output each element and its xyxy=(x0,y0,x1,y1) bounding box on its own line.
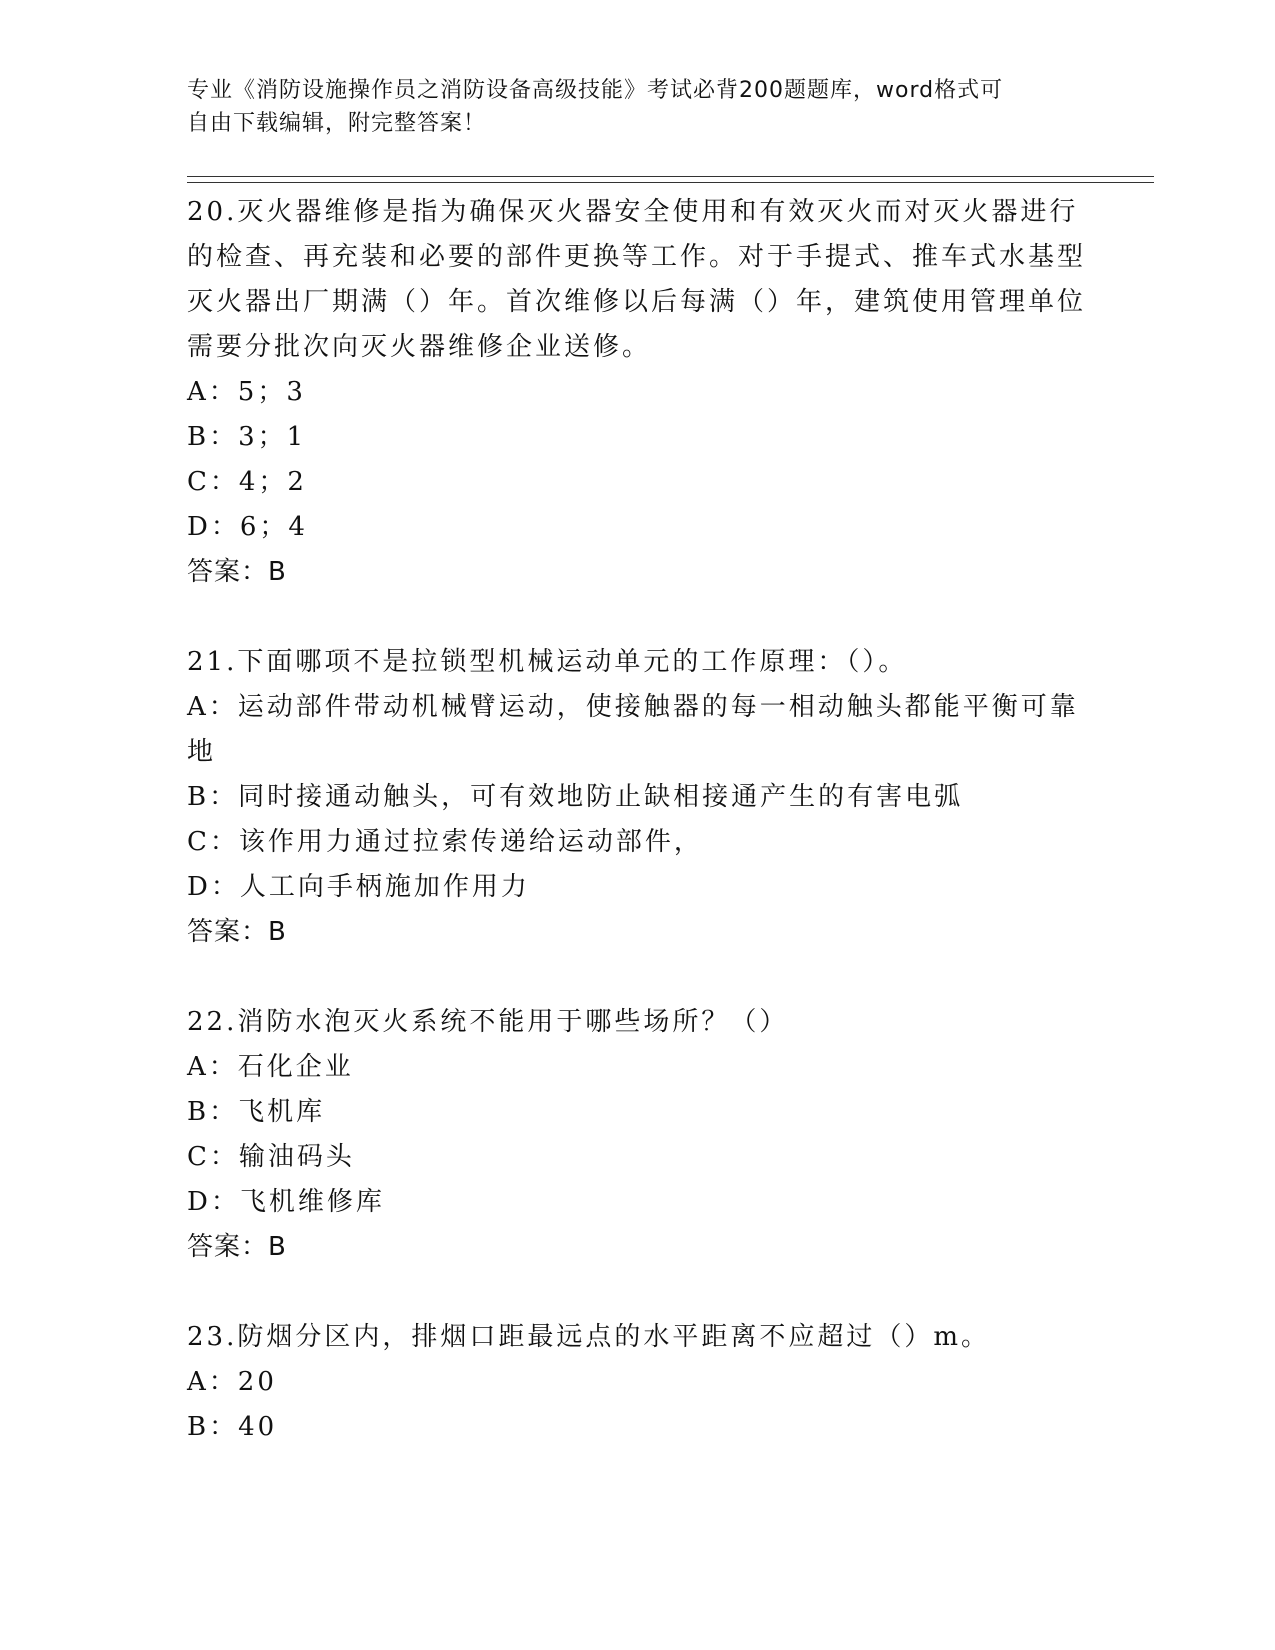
question-stem: 21.下面哪项不是拉锁型机械运动单元的工作原理：（）。 xyxy=(187,647,908,677)
spacer xyxy=(187,595,1087,640)
option-a: A：5；3 xyxy=(187,377,306,407)
spacer xyxy=(187,1270,1087,1315)
option-b: B：40 xyxy=(187,1412,278,1442)
option-a: A：石化企业 xyxy=(187,1052,354,1082)
header-line-2: 自由下载编辑，附完整答案！ xyxy=(187,111,487,136)
option-c: C：4；2 xyxy=(187,467,307,497)
option-a: A：运动部件带动机械臂运动，使接触器的每一相动触头都能平衡可靠地 xyxy=(187,692,1079,767)
question-20 xyxy=(187,190,1087,595)
header-divider-top xyxy=(187,176,1154,177)
answer: 答案：B xyxy=(187,1232,287,1262)
question-stem: 20.灭火器维修是指为确保灭火器安全使用和有效灭火而对灭火器进行的检查、再充装和必要的部件更换等工作。对于手提式、推车式水基型灭火器出厂期满（）年。首次维修以后每满（）年，建筑使用管理单位需要分批次向灭火器维修企业送修。 xyxy=(187,197,1087,362)
option-a: A：20 xyxy=(187,1367,277,1397)
question-23 xyxy=(187,1315,1087,1450)
option-c: C：输油码头 xyxy=(187,1142,355,1172)
question-stem: 23.防烟分区内，排烟口距最远点的水平距离不应超过（）m。 xyxy=(187,1322,991,1352)
question-stem: 22.消防水泡灭火系统不能用于哪些场所？（） xyxy=(187,1007,789,1037)
answer: 答案：B xyxy=(187,917,287,947)
option-d: D：人工向手柄施加作用力 xyxy=(187,872,530,902)
header-line-1: 专业《消防设施操作员之消防设备高级技能》考试必背200题题库，word格式可 xyxy=(187,78,1004,103)
option-d: D：飞机维修库 xyxy=(187,1187,385,1217)
option-b: B：同时接通动触头，可有效地防止缺相接通产生的有害电弧 xyxy=(187,782,964,812)
question-21 xyxy=(187,640,1087,955)
spacer xyxy=(187,955,1087,1000)
option-d: D：6；4 xyxy=(187,512,308,542)
option-c: C：该作用力通过拉索传递给运动部件， xyxy=(187,827,703,857)
question-list xyxy=(187,190,1087,1450)
option-b: B：3；1 xyxy=(187,422,307,452)
answer: 答案：B xyxy=(187,557,287,587)
header-divider-bottom xyxy=(187,182,1154,183)
question-22 xyxy=(187,1000,1087,1270)
document-header xyxy=(187,74,1067,140)
option-b: B：飞机库 xyxy=(187,1097,326,1127)
